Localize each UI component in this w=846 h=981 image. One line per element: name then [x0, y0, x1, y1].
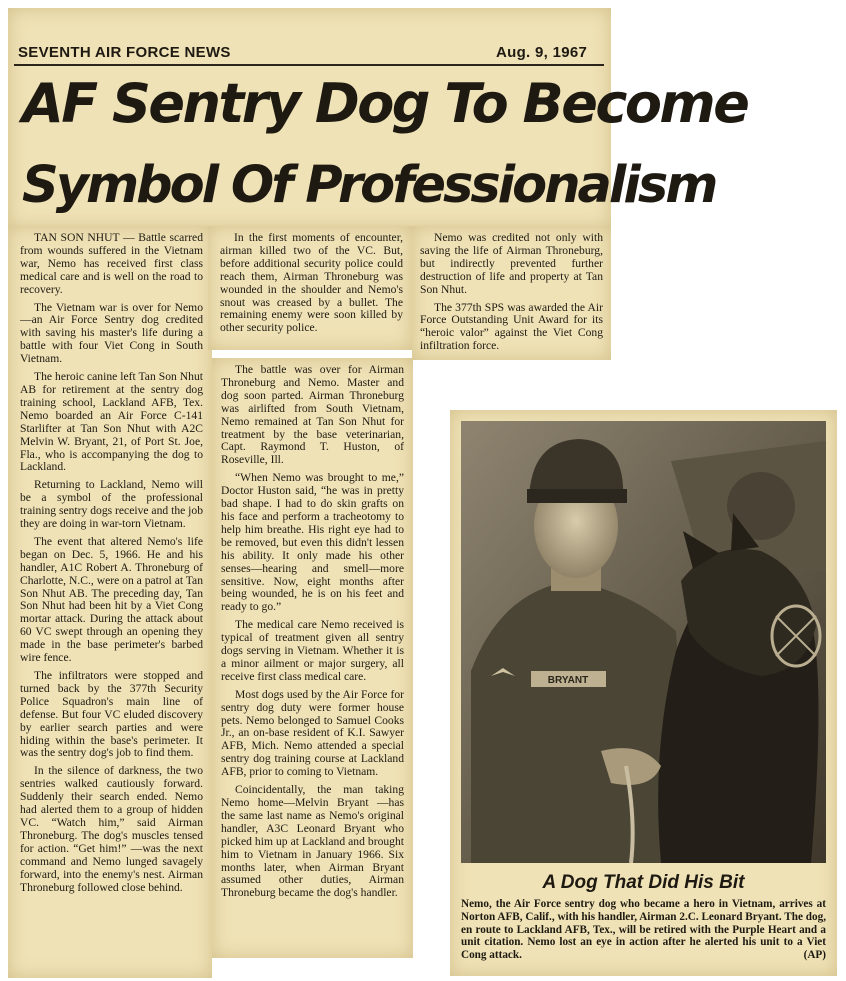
- article-paragraph: “When Nemo was brought to me,” Doctor Huston said, “he was in pretty bad shape. I had to do skin grafts on his face and perform a tracheotomy to help him breathe. His right eye had to be removed, but even this didn't lessen his ability. It only made his other senses—hearing and smell—more sensitive. Now, eight months after being wounded, he is on his feet and ready to go.”: [221, 471, 404, 614]
- photo-airman-with-dog: [461, 421, 826, 863]
- newspaper-name: SEVENTH AIR FORCE NEWS: [18, 44, 231, 61]
- article-paragraph: TAN SON NHUT — Battle scarred from wounds suffered in the Vietnam war, Nemo has received first class medical care and is well on the road to recovery.: [20, 231, 203, 296]
- caption-text: Nemo, the Air Force sentry dog who became a hero in Vietnam, arrives at Norton AFB, Calif., with his handler, Airman 2.C. Leonard Bryant. The dog, en route to Lackland AFB, Tex., will be retired with the Purple Heart and a unit citation. Nemo lost an eye in action after he alerted his unit to a Viet Cong attack.: [461, 898, 826, 962]
- headline-line-2: Symbol Of Professionalism: [22, 156, 716, 215]
- article-paragraph: The event that altered Nemo's life began on Dec. 5, 1966. He and his handler, A1C Robert A. Throneburg of Charlotte, N.C., were on a patrol at Tan Son Nhut AB. The preceding day, Tan Son Nhut had been hit by a Viet Cong mortar attack. During the attack about 60 VC swept through an opening they made in the base perimeter's barbed wire fence.: [20, 534, 203, 665]
- article-paragraph: Returning to Lackland, Nemo will be a symbol of the professional training sentry dogs receive and the job they are doing in war-torn Vietnam.: [20, 478, 203, 531]
- article-paragraph: The Vietnam war is over for Nemo—an Air Force Sentry dog credited with saving his master's life during a battle with four Viet Cong in South Vietnam.: [20, 300, 203, 366]
- article-column-3: [420, 232, 603, 358]
- article-column-2-top: [220, 232, 403, 340]
- article-paragraph: Coincidentally, the man taking Nemo home—Melvin Bryant —has the same last name as Nemo's original handler, A3C Leonard Bryant who picked him up at Lackland and brought him to Vietnam in January 1966. Six months later, when Airman Bryant assumed other duties, Airman Throneburg became the dog's handler.: [221, 783, 404, 900]
- article-paragraph: The 377th SPS was awarded the Air Force Outstanding Unit Award for its “heroic valor” against the Viet Cong infiltration force.: [420, 300, 603, 353]
- article-paragraph: The medical care Nemo received is typical of treatment given all sentry dogs serving in Vietnam. Whether it is a minor ailment or major surgery, all receive first class medical care.: [221, 618, 404, 683]
- name-tag-text: BRYANT: [547, 675, 589, 686]
- article-paragraph: Nemo was credited not only with saving the life of Airman Throneburg, but indirectly prevented further destruction of life and property at Tan Son Nhut.: [420, 231, 603, 296]
- photo-caption-title: A Dog That Did His Bit: [542, 872, 745, 893]
- news-photo: [461, 421, 826, 863]
- article-paragraph: In the first moments of encounter, airman killed two of the VC. But, before additional security police could reach them, Airman Throneburg was wounded in the shoulder and Nemo's snout was creased by a bullet. The remaining enemy were soon killed by other security police.: [220, 231, 403, 335]
- article-paragraph: Most dogs used by the Air Force for sentry dog duty were former house pets. Nemo belonged to Samuel Cooks Jr., an on-base resident of K.I. Sawyer AFB, Mich. Nemo attended a special sentry dog training course at Lackland AFB, prior to coming to Vietnam.: [221, 687, 404, 779]
- article-paragraph: The battle was over for Airman Throneburg and Nemo. Master and dog soon parted. Airman Throneburg was airlifted from South Vietnam, Nemo remained at Tan Son Nhut for treatment by the base veterinarian, Capt. Raymond T. Huston, of Roseville, Ill.: [221, 363, 404, 467]
- article-paragraph: The heroic canine left Tan Son Nhut AB for retirement at the sentry dog training school, Lackland AFB, Tex. Nemo boarded an Air Force C-141 Starlifter at Tan Son Nhut with A2C Melvin W. Bryant, 21, of Port St. Joe, Fla., who is accompanying the dog to Lackland.: [20, 370, 203, 474]
- article-paragraph: The infiltrators were stopped and turned back by the 377th Security Police Squadron's main line of defense. But four VC eluded discovery by earlier search parties and were hiding within the base's perimeter. It was the sentry dog's job to find them.: [20, 669, 203, 760]
- issue-date: Aug. 9, 1967: [496, 44, 588, 61]
- article-column-2: [221, 364, 404, 905]
- headline-line-1: AF Sentry Dog To Become: [22, 72, 748, 135]
- masthead-rule: [14, 64, 604, 66]
- article-paragraph: In the silence of darkness, the two sentries walked cautiously forward. Suddenly their search ended. Nemo had alerted them to a group of hidden VC. “Watch him,” said Airman Throneburg. The dog's muscles tensed for action. “Get him!” —was the next command and Nemo lunged savagely forward, into the enemy's nest. Airman Throneburg followed close behind.: [20, 764, 203, 894]
- article-column-1: [20, 232, 203, 899]
- photo-caption: [461, 898, 826, 962]
- photo-credit: (AP): [803, 949, 826, 962]
